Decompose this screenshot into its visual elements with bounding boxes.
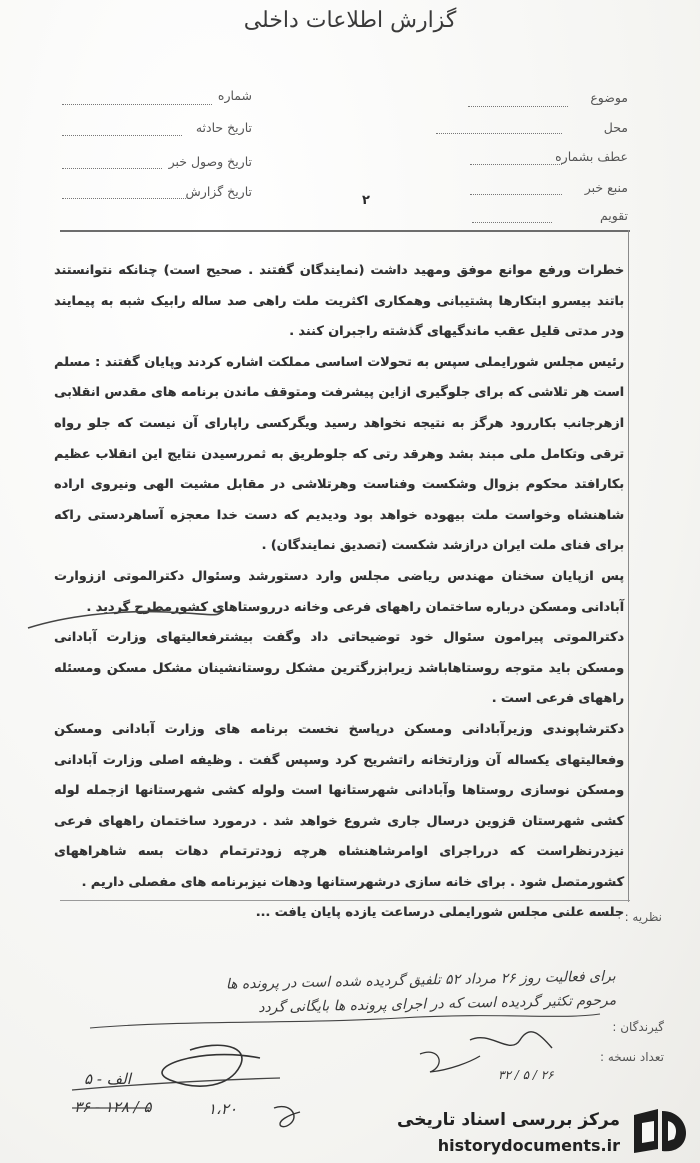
archive-code-bottom: ۵ / ۱۲۸ - ۳۶ [74,1098,152,1116]
header-receipt-date-label: تاریخ وصول خبر [168,154,252,169]
paragraph: پس ازپایان سخنان مهندس ریاضی مجلس وارد دستورشد وسئوال دکترالموتی اززوارت آبادانی ومسکن درباره ساختمان راههای فرعی وخانه درروستاهای کشورمطرح گردید . [54,568,624,615]
archive-logo-icon [628,1105,690,1157]
paragraph: خطرات ورفع موانع موفق ومهید داشت (نمایندگان گفتند . صحیح است) چنانکه نتوانستند باتند بیسرو ابتکارها پشتیبانی وهمکاری اکثریت ملت راهی صد ساله رابیک شبه به پیمایند ودر مدتی قلیل عقب ماندگیهای گذشته راجبران کنند . [54,263,624,340]
paragraph: دکترالموتی پیرامون سئوال خود توضیحاتی داد وگفت بیشترفعالیتهای وزارت آبادانی ومسکن باید متوجه روستاهاباشد زیرابزرگترین مشکل روستانشینان مشکل مسکن ومسئله راههای فرعی است . [54,630,624,707]
header-source-label: منبع خبر [584,180,628,195]
recipients-label: گیرندگان : [612,1020,664,1034]
document-title: گزارش اطلاعات داخلی [243,8,457,33]
handwritten-line: برای فعالیت روز ۲۶ مرداد ۵۲ تلفیق گردیده شده است در پرونده ها [225,968,616,993]
page-number: ۲ [362,193,370,208]
paragraph: دکترشاپوندی وزیرآبادانی ومسکن درپاسخ نخست برنامه های وزارت آبادانی ومسکن وفعالیتهای یکساله آن وزارتخانه راتشریح کرد وسپس گفت . وظیفه اصلی وزارت آبادانی ومسکن نوسازی روستاها وآبادانی شهرستانها است ولوله کشی شهرستانها ازجمله لوله کشی شهرستان قزوین درسال جاری شروع خواهد شد . درمورد ساختمان راههای فرعی نیزدرنظراست که درراجرای اوامرشاهنشاه هرچه زودترتمام دهات بسه شاهراههای کشورمتصل شود . برای خانه سازی درشهرستانها ودهات نیزبرنامه های مفصلی داریم . [54,721,624,890]
handwritten-line: مرحوم تکثیر گردیده است که در اجرای پرونده ها بایگانی گردد [258,992,617,1016]
opinion-label: نظریه : [624,910,662,924]
paragraph: رئیس مجلس شورایملی سپس به تحولات اساسی مملکت اشاره کردند وپایان گفتند : مسلم است هر تلاشی که برای جلوگیری ازاین پیشرفت ومتوقف ماندن برنامه های مقدس انقلابی ازهرجانب بکاررود هرگز به نتیجه نخواهد رسید ویگرکسی راپارای آن نیست که جلو رواه ترقی وتکامل ملی مبند بشد وهرقد رتی که جلوطریق به ثمررسیدن نتایج این انقلاب عظیم بکارافتد محکوم بزوال وشکست وفناست وهرتلاشی در مقابل مشیت الهی ونیروی اراده شاهنشاه وخواست ملت بیهوده خواهد بود ودیدیم که دست خدا معجزه آساهردستی راکه برای فنای ملت ایران درازشد شکست (تصدیق نمایندگان) . [54,354,624,554]
header-report-date-label: تاریخ گزارش [185,184,252,199]
header-incident-date-label: تاریخ حادثه [195,120,252,135]
header-subject-label: موضوع [590,90,628,105]
header-rating-label: تقویم [599,208,628,223]
header-place-label: محل [603,120,628,135]
copies-label: تعداد نسخه : [599,1050,664,1064]
marginal-number: ۱،۲۰ [208,1100,238,1118]
watermark-url: historydocuments.ir [437,1136,620,1155]
archive-code-top: الف - ۵ [84,1070,131,1088]
paragraph: جلسه علنی مجلس شورایملی درساعت یازده پایان یافت ... [255,905,624,921]
header-number-label: شماره [217,88,252,103]
stamp-date: ۲۶ / ۵ / ۳۲ [498,1068,554,1082]
header-reference-label: عطف بشماره [555,149,628,164]
watermark-name: مرکز بررسی اسناد تاریخی [397,1110,620,1130]
